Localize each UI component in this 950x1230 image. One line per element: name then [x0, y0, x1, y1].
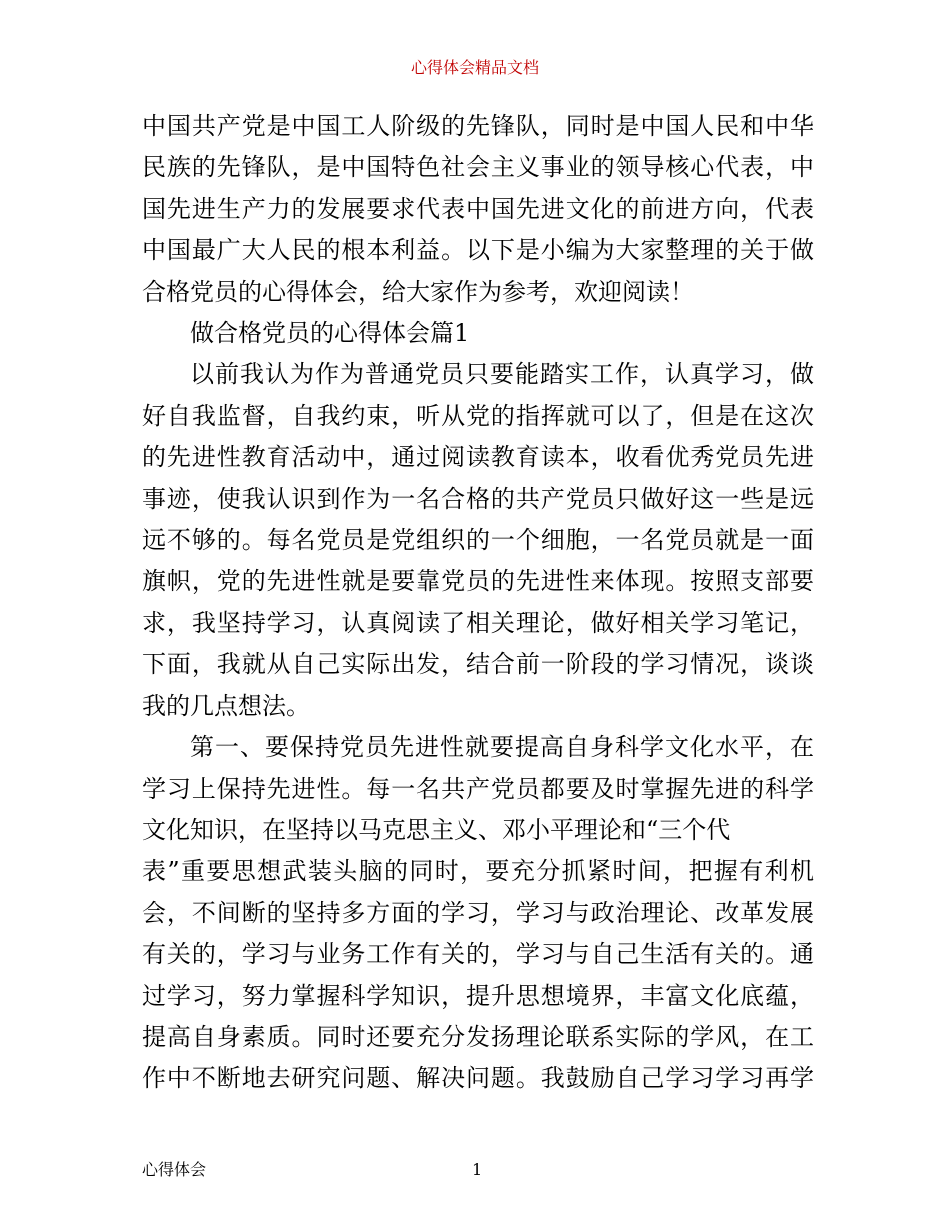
text-line: 学习上保持先进性。每一名共产党员都要及时掌握先进的科学 [142, 774, 814, 803]
heading-text: 做合格党员的心得体会篇1 [190, 319, 470, 348]
text-line: 第一、要保持党员先进性就要提高自身科学文化水平，在 [190, 733, 814, 762]
text-line: 文化知识，在坚持以马克思主义、邓小平理论和“三个代 [142, 815, 731, 844]
text-line: 下面，我就从自己实际出发，结合前一阶段的学习情况，谈谈 [142, 650, 814, 679]
text-line: 我的几点想法。 [142, 691, 310, 720]
text-line: 会，不间断的坚持多方面的学习，学习与政治理论、改革发展 [142, 898, 814, 927]
body-paragraph [142, 354, 814, 727]
text-line: 表”重要思想武装头脑的同时，要充分抓紧时间，把握有利机 [142, 857, 814, 886]
text-line: 旗帜，党的先进性就是要靠党员的先进性来体现。按照支部要 [142, 567, 814, 596]
text-line: 的先进性教育活动中，通过阅读教育读本，收看优秀党员先进 [142, 443, 814, 472]
body-paragraph [142, 727, 814, 1100]
text-line: 有关的，学习与业务工作有关的，学习与自己生活有关的。通 [142, 940, 814, 969]
text-line: 中国共产党是中国工人阶级的先锋队，同时是中国人民和中华 [142, 112, 814, 140]
page-number: 1 [472, 1160, 483, 1179]
page-footer [142, 1160, 814, 1180]
text-line: 过学习，努力掌握科学知识，提升思想境界，丰富文化底蕴， [142, 981, 814, 1010]
text-line: 提高自身素质。同时还要充分发扬理论联系实际的学风，在工 [142, 1022, 814, 1051]
text-line: 合格党员的心得体会，给大家作为参考，欢迎阅读！ [142, 277, 694, 306]
text-line: 作中不断地去研究问题、解决问题。我鼓励自己学习学习再学 [142, 1064, 814, 1093]
footer-label: 心得体会 [142, 1160, 207, 1179]
document-body [142, 106, 814, 1100]
section-heading [142, 313, 814, 354]
text-line: 中国最广大人民的根本利益。以下是小编为大家整理的关于做 [142, 236, 814, 265]
text-line: 以前我认为作为普通党员只要能踏实工作，认真学习，做 [190, 360, 814, 389]
text-line: 事迹，使我认识到作为一名合格的共产党员只做好这一些是远 [142, 484, 814, 513]
text-line: 远不够的。每名党员是党组织的一个细胞，一名党员就是一面 [142, 526, 814, 555]
text-line: 好自我监督，自我约束，听从党的指挥就可以了，但是在这次 [142, 401, 814, 430]
text-line: 求，我坚持学习，认真阅读了相关理论，做好相关学习笔记， [142, 608, 814, 637]
text-line: 国先进生产力的发展要求代表中国先进文化的前进方向，代表 [142, 194, 814, 223]
intro-paragraph [142, 106, 814, 313]
text-line: 民族的先锋队，是中国特色社会主义事业的领导核心代表，中 [142, 153, 814, 182]
header-title: 心得体会精品文档 [410, 58, 539, 77]
